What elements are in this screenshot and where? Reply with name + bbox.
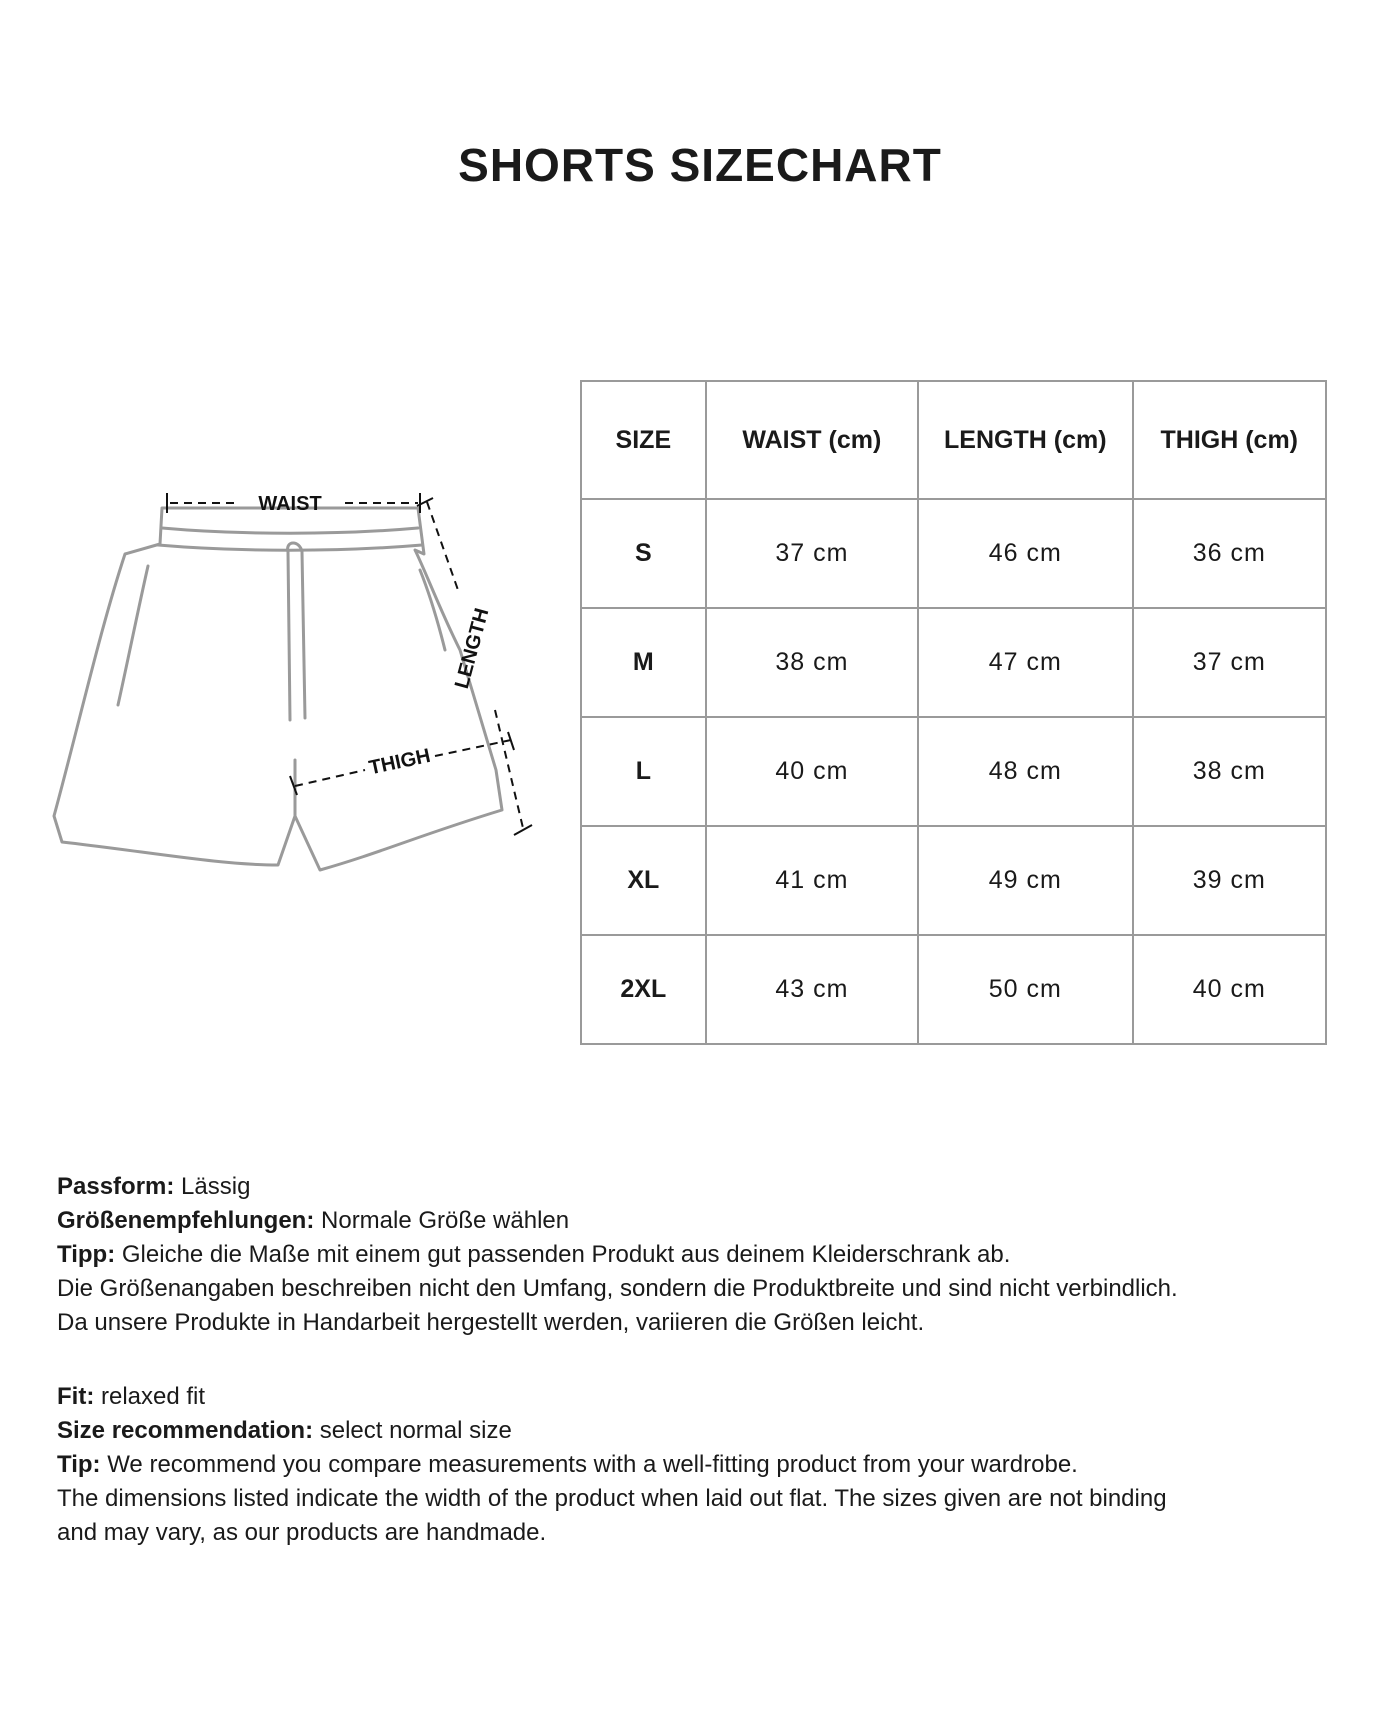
- length-cell: 48 cm: [918, 717, 1132, 826]
- waist-cell: 37 cm: [706, 499, 918, 608]
- header-waist: WAIST (cm): [706, 381, 918, 499]
- tip-value: Gleiche die Maße mit einem gut passenden Produkt aus deinem Kleiderschrank ab.: [115, 1241, 1011, 1268]
- recommendation-line: [57, 1414, 1357, 1448]
- table-row: [581, 935, 1326, 1044]
- thigh-cell: 40 cm: [1133, 935, 1326, 1044]
- table-row: [581, 499, 1326, 608]
- notes-english: [57, 1380, 1357, 1550]
- header-length: LENGTH (cm): [918, 381, 1132, 499]
- length-cell: 47 cm: [918, 608, 1132, 717]
- size-cell: L: [581, 717, 706, 826]
- table-row: [581, 717, 1326, 826]
- thigh-cell: 39 cm: [1133, 826, 1326, 935]
- waist-cell: 43 cm: [706, 935, 918, 1044]
- tip-line: [57, 1238, 1357, 1272]
- recommendation-label: Size recommendation:: [57, 1417, 314, 1444]
- waist-cell: 38 cm: [706, 608, 918, 717]
- shorts-illustration: [40, 470, 560, 910]
- fit-label: Fit:: [57, 1383, 95, 1410]
- waist-cell: 41 cm: [706, 826, 918, 935]
- thigh-cell: 37 cm: [1133, 608, 1326, 717]
- recommendation-value: select normal size: [313, 1417, 512, 1444]
- dimensions-note: Die Größenangaben beschreiben nicht den Umfang, sondern die Produktbreite und sind nicht verbindlich.: [57, 1275, 1178, 1302]
- waist-label: WAIST: [258, 493, 322, 515]
- handmade-note: Da unsere Produkte in Handarbeit hergestellt werden, variieren die Größen leicht.: [57, 1309, 925, 1336]
- size-cell: 2XL: [581, 935, 706, 1044]
- table-header-row: [581, 381, 1326, 499]
- shorts-diagram: [40, 470, 560, 910]
- fit-value: relaxed fit: [94, 1383, 206, 1410]
- thigh-label: THIGH: [367, 744, 433, 780]
- dimensions-note: The dimensions listed indicate the width of the product when laid out flat. The sizes given are not binding: [57, 1485, 1167, 1512]
- tip-label: Tipp:: [57, 1241, 116, 1268]
- recommendation-value: Normale Größe wählen: [314, 1207, 570, 1234]
- tip-label: Tip:: [57, 1451, 101, 1478]
- length-label: LENGTH: [450, 605, 494, 692]
- size-cell: XL: [581, 826, 706, 935]
- fit-value: Lässig: [174, 1173, 251, 1200]
- tip-value: We recommend you compare measurements with a well-fitting product from your wardrobe.: [100, 1451, 1078, 1478]
- thigh-cell: 38 cm: [1133, 717, 1326, 826]
- size-cell: S: [581, 499, 706, 608]
- table-row: [581, 826, 1326, 935]
- tip-line: [57, 1448, 1357, 1482]
- size-table: [580, 380, 1327, 1045]
- length-cell: 50 cm: [918, 935, 1132, 1044]
- recommendation-line: [57, 1204, 1357, 1238]
- length-cell: 46 cm: [918, 499, 1132, 608]
- handmade-note: and may vary, as our products are handmade.: [57, 1519, 547, 1546]
- table-row: [581, 608, 1326, 717]
- page-title: SHORTS SIZECHART: [458, 139, 942, 191]
- waist-cell: 40 cm: [706, 717, 918, 826]
- fit-label: Passform:: [57, 1173, 175, 1200]
- notes-german: [57, 1170, 1357, 1340]
- fit-line: [57, 1380, 1357, 1414]
- size-cell: M: [581, 608, 706, 717]
- thigh-cell: 36 cm: [1133, 499, 1326, 608]
- fit-line: [57, 1170, 1357, 1204]
- recommendation-label: Größenempfehlungen:: [57, 1207, 315, 1234]
- header-size: SIZE: [581, 381, 706, 499]
- length-cell: 49 cm: [918, 826, 1132, 935]
- header-thigh: THIGH (cm): [1133, 381, 1326, 499]
